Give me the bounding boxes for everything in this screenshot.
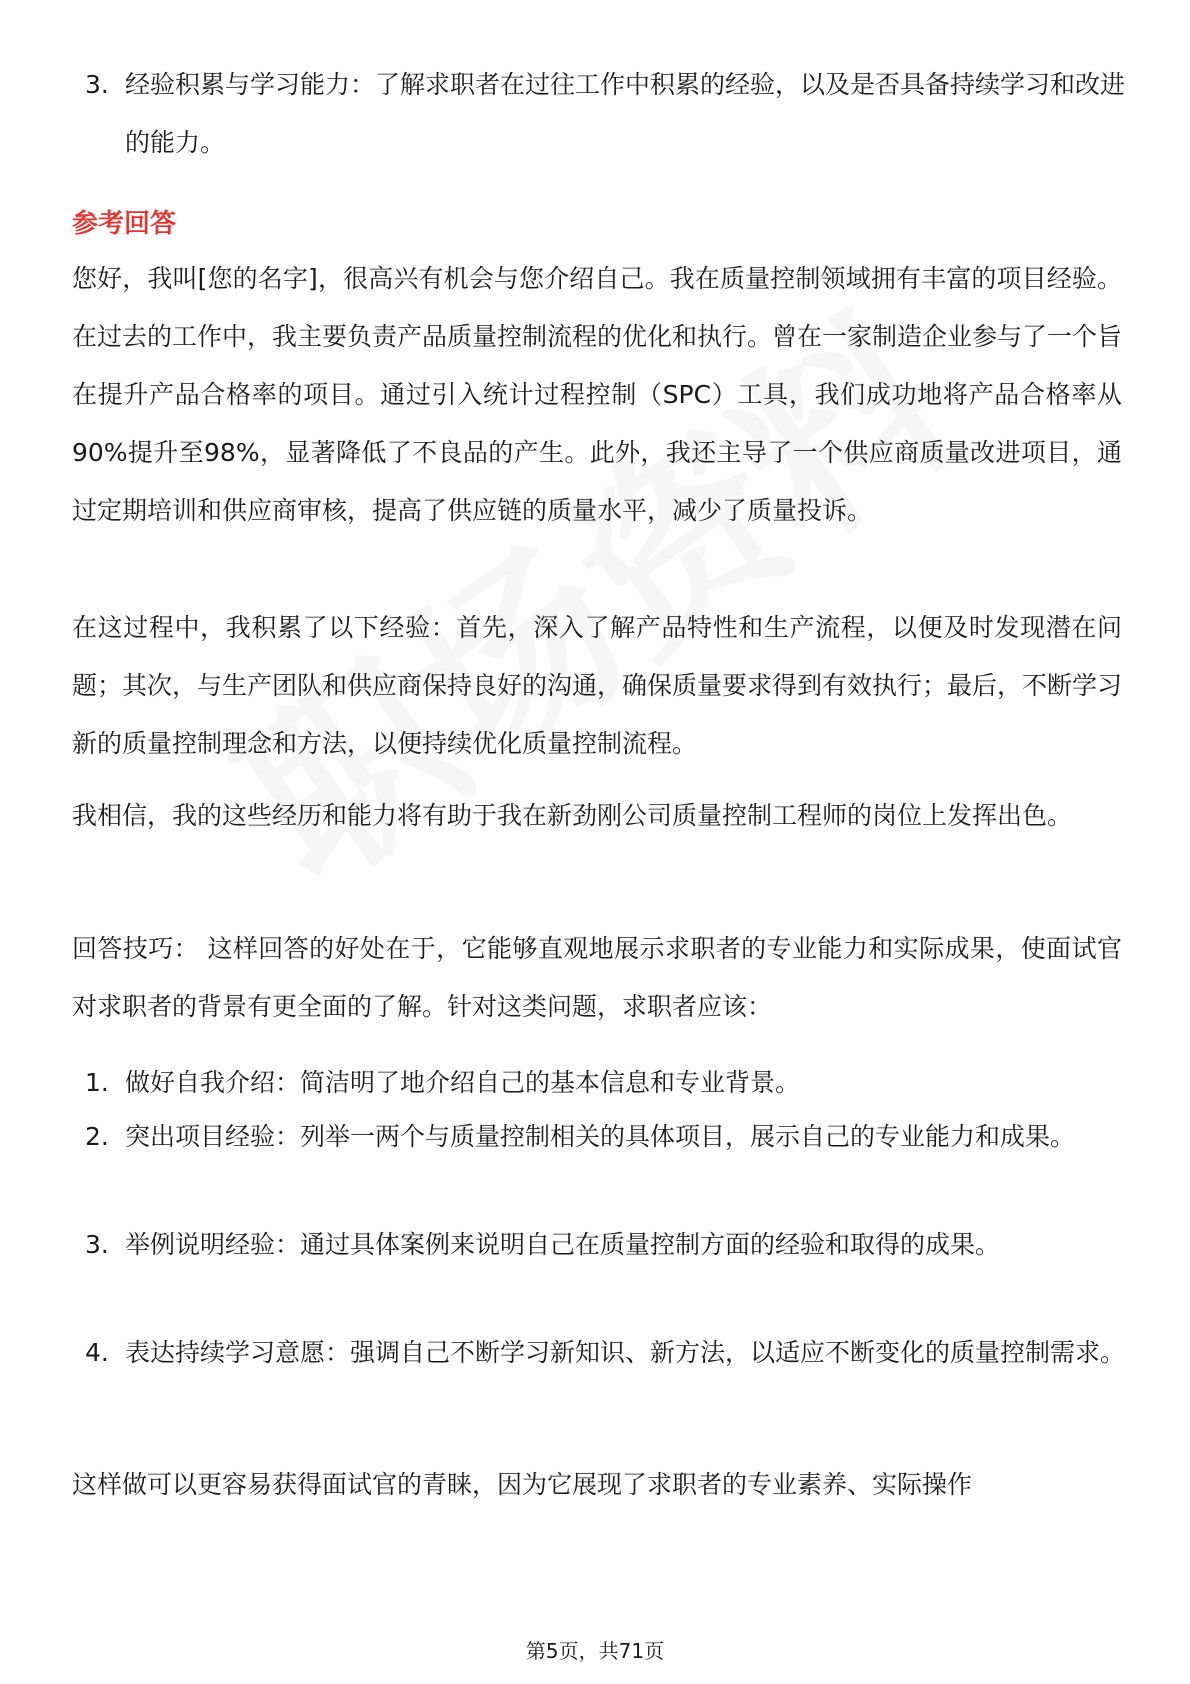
list-text: 突出项目经验：列举一两个与质量控制相关的具体项目，展示自己的专业能力和成果。 — [125, 1122, 1076, 1151]
section-heading: 参考回答 — [72, 209, 177, 239]
list-number: 3. — [85, 1230, 109, 1259]
list-text: 做好自我介绍：简洁明了地介绍自己的基本信息和专业背景。 — [125, 1068, 801, 1097]
list-item — [85, 1054, 1135, 1112]
tips-paragraph: 回答技巧： 这样回答的好处在于，它能够直观地展示求职者的专业能力和实际成果，使面试官对求职者的背景有更全面的了解。针对这类问题，求职者应该： — [72, 934, 1122, 1021]
list-item — [85, 1324, 1135, 1382]
list-item — [85, 1108, 1135, 1166]
list-number: 2. — [85, 1122, 109, 1151]
closing-paragraph: 这样做可以更容易获得面试官的青睐，因为它展现了求职者的专业素养、实际操作 — [72, 1470, 973, 1499]
list-item — [85, 56, 1135, 172]
list-text: 举例说明经验：通过具体案例来说明自己在质量控制方面的经验和取得的成果。 — [125, 1230, 1001, 1259]
list-text: 表达持续学习意愿：强调自己不断学习新知识、新方法，以适应不断变化的质量控制需求。 — [125, 1338, 1126, 1367]
answer-paragraph-2: 在这过程中，我积累了以下经验：首先，深入了解产品特性和生产流程，以便及时发现潜在问题；其次，与生产团队和供应商保持良好的沟通，确保质量要求得到有效执行；最后，不断学习新的质量控制理念和方法，以便持续优化质量控制流程。 — [72, 613, 1123, 758]
list-number: 3. — [85, 70, 109, 99]
list-number: 1. — [85, 1068, 109, 1097]
list-number: 4. — [85, 1338, 109, 1367]
page-footer: 第5页，共71页 — [525, 1639, 665, 1663]
answer-paragraph-3: 我相信，我的这些经历和能力将有助于我在新劲刚公司质量控制工程师的岗位上发挥出色。 — [72, 801, 1073, 830]
list-text: 经验积累与学习能力：了解求职者在过往工作中积累的经验，以及是否具备持续学习和改进的能力。 — [125, 70, 1126, 157]
list-item — [85, 1216, 1135, 1274]
answer-paragraph-1: 您好，我叫[您的名字]，很高兴有机会与您介绍自己。我在质量控制领域拥有丰富的项目经验。在过去的工作中，我主要负责产品质量控制流程的优化和执行。曾在一家制造企业参与了一个旨在提升产品合格率的项目。通过引入统计过程控制（SPC）工具，我们成功地将产品合格率从90%提升至98%，显著降低了不良品的产生。此外，我还主导了一个供应商质量改进项目，通过定期培训和供应商审核，提高了供应链的质量水平，减少了质量投诉。 — [72, 264, 1123, 525]
